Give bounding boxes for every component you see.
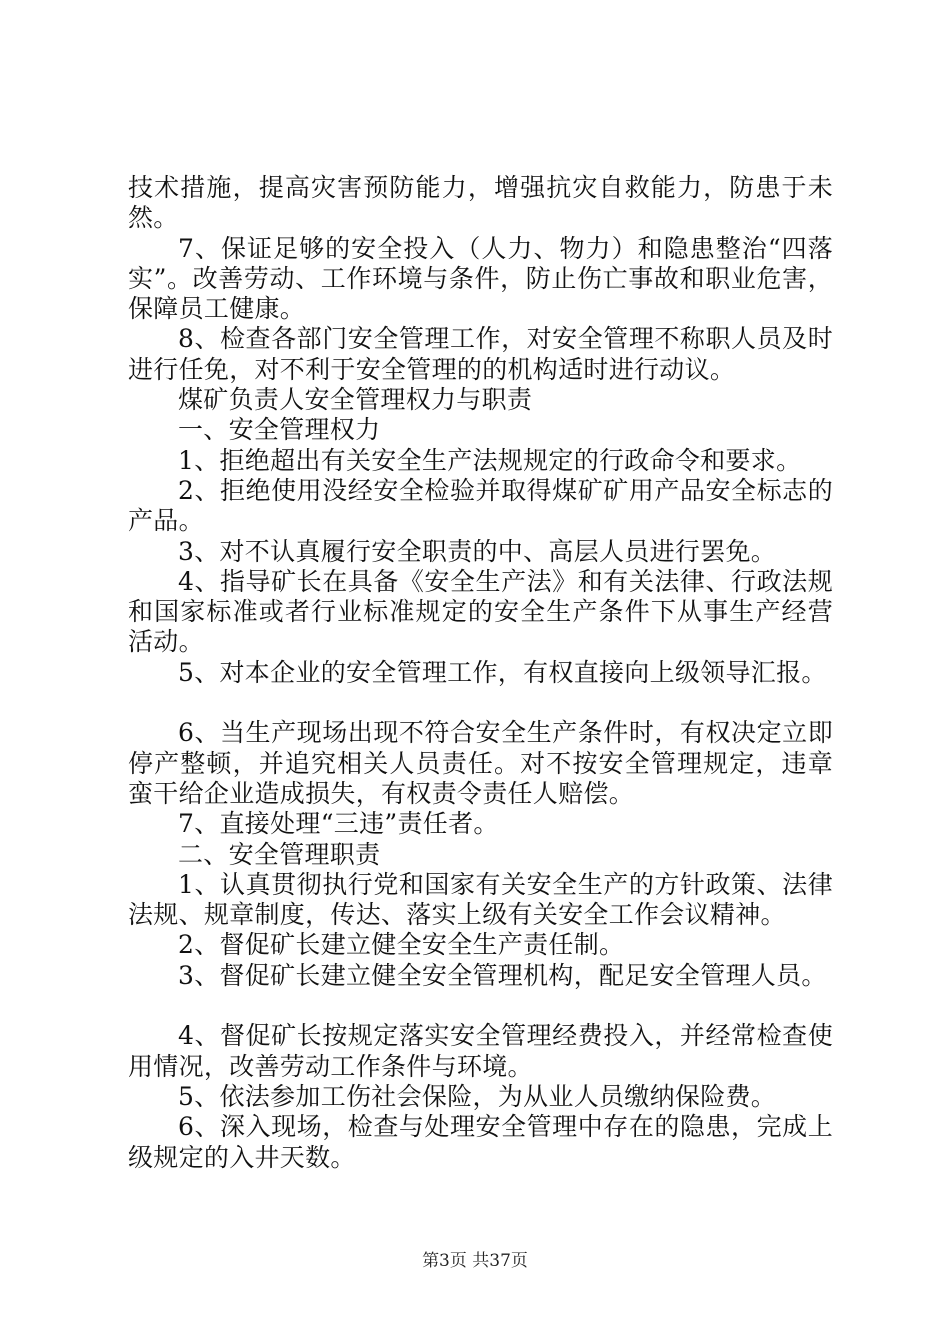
text-line: 产品。 xyxy=(128,506,204,536)
text-line: 4、督促矿长按规定落实安全管理经费投入，并经常检查使 xyxy=(178,1021,833,1051)
text-line: 8、检查各部门安全管理工作，对安全管理不称职人员及时 xyxy=(178,324,833,354)
text-line: 3、督促矿长建立健全安全管理机构，配足安全管理人员。 xyxy=(178,960,827,990)
document-body xyxy=(128,173,833,1173)
text-line: 1、认真贯彻执行党和国家有关安全生产的方针政策、法律 xyxy=(178,869,833,899)
text-line: 煤矿负责人安全管理权力与职责 xyxy=(178,385,533,415)
text-line: 活动。 xyxy=(128,627,204,657)
text-line: 7、直接处理“三违”责任者。 xyxy=(178,809,499,839)
text-line: 7、保证足够的安全投入（人力、物力）和隐患整治“四落 xyxy=(178,233,833,263)
text-line: 停产整顿，并追究相关人员责任。对不按安全管理规定，违章 xyxy=(128,748,833,778)
text-line: 一、安全管理权力 xyxy=(178,415,381,445)
blank-line xyxy=(128,991,833,1021)
text-line: 蛮干给企业造成损失，有权责令责任人赔偿。 xyxy=(128,778,635,808)
text-line: 实”。改善劳动、工作环境与条件，防止伤亡事故和职业危害， xyxy=(128,263,833,293)
page-footer: 第3页 共37页 xyxy=(422,1251,528,1271)
text-line: 级规定的入井天数。 xyxy=(128,1142,356,1172)
text-line: 6、当生产现场出现不符合安全生产条件时，有权决定立即 xyxy=(178,718,833,748)
text-line: 3、对不认真履行安全职责的中、高层人员进行罢免。 xyxy=(178,536,777,566)
text-line: 5、依法参加工伤社会保险，为从业人员缴纳保险费。 xyxy=(178,1081,777,1111)
text-line: 和国家标准或者行业标准规定的安全生产条件下从事生产经营 xyxy=(128,597,833,627)
text-line: 1、拒绝超出有关安全生产法规规定的行政命令和要求。 xyxy=(178,445,802,475)
blank-line xyxy=(128,688,833,718)
text-line: 4、指导矿长在具备《安全生产法》和有关法律、行政法规 xyxy=(178,566,833,596)
text-line: 保障员工健康。 xyxy=(128,294,306,324)
text-line: 法规、规章制度，传达、落实上级有关安全工作会议精神。 xyxy=(128,900,786,930)
text-line: 用情况，改善劳动工作条件与环境。 xyxy=(128,1051,533,1081)
text-line: 5、对本企业的安全管理工作，有权直接向上级领导汇报。 xyxy=(178,657,827,687)
text-line: 2、拒绝使用没经安全检验并取得煤矿矿用产品安全标志的 xyxy=(178,475,833,505)
text-line: 6、深入现场，检查与处理安全管理中存在的隐患，完成上 xyxy=(178,1112,833,1142)
text-line: 2、督促矿长建立健全安全生产责任制。 xyxy=(178,930,625,960)
text-line: 然。 xyxy=(128,203,179,233)
text-line: 技术措施，提高灾害预防能力，增强抗灾自救能力，防患于未 xyxy=(128,173,833,202)
text-line: 二、安全管理职责 xyxy=(178,839,381,869)
text-line: 进行任免，对不利于安全管理的的机构适时进行动议。 xyxy=(128,354,736,384)
